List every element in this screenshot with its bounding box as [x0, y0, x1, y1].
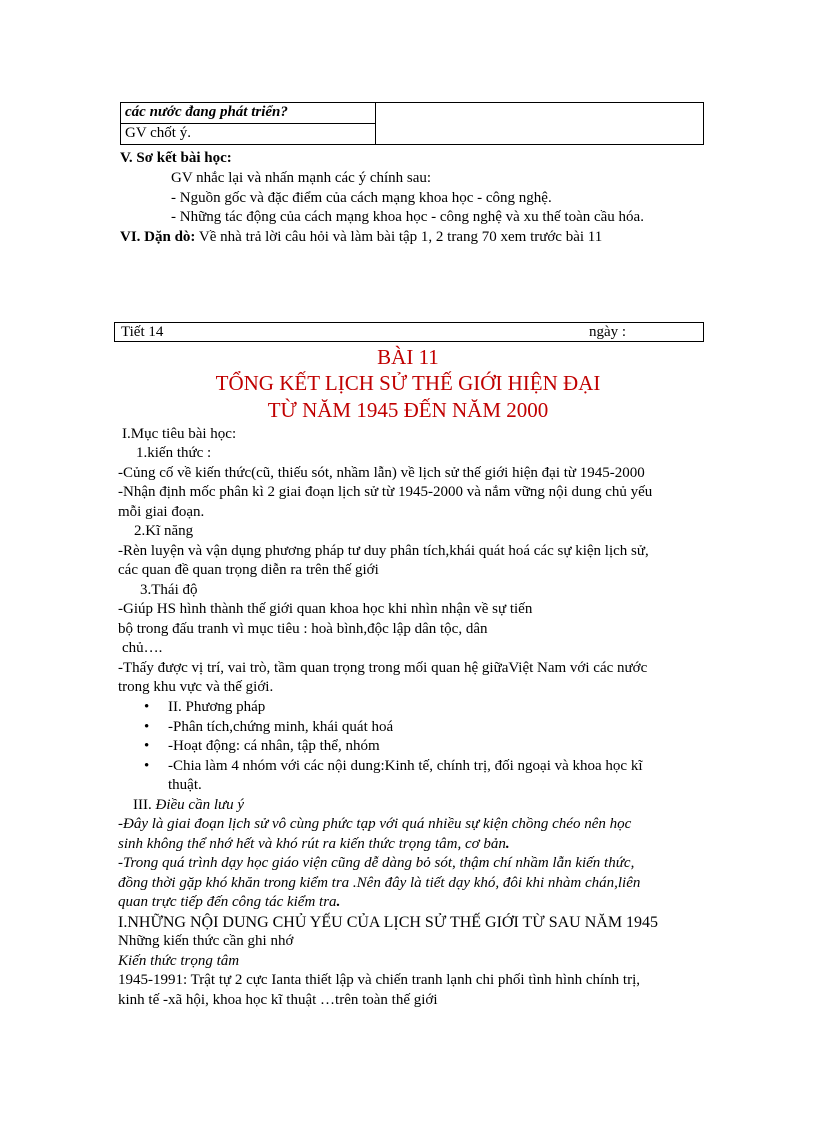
section-vi-heading: VI. Dặn dò:	[120, 229, 196, 245]
section-iii-number: III.	[133, 797, 156, 813]
note-line	[118, 893, 340, 912]
body-line: Kiến thức trọng tâm	[118, 953, 240, 969]
section-v-line: - Những tác động của cách mạng khoa học - công nghệ và xu thế toàn cầu hóa.	[171, 209, 644, 225]
body-line: trong khu vực và thế giới.	[118, 679, 274, 695]
body-line: -Giúp HS hình thành thế giới quan khoa học khi nhìn nhận về sự tiến	[118, 601, 533, 617]
body-line: -Củng cố về kiến thức(cũ, thiếu sót, nhầm lẫn) về lịch sử thế giới hiện đại từ 1945-2000	[118, 465, 645, 481]
lesson-title-1: BÀI 11	[377, 345, 439, 369]
list-item: -Chia làm 4 nhóm với các nội dung:Kinh tế, chính trị, đối ngoại và khoa học kĩ	[168, 758, 643, 774]
body-line: 1945-1991: Trật tự 2 cực Ianta thiết lập và chiến tranh lạnh chi phối tình hình chính trị,	[118, 972, 640, 988]
list-item-cont: thuật.	[168, 777, 202, 793]
list-item: II. Phương pháp	[168, 699, 266, 715]
body-line: các quan đề quan trọng diễn ra trên thế giới	[118, 562, 379, 578]
lesson-number: Tiết 14	[121, 324, 164, 340]
body-line: -Rèn luyện và vận dụng phương pháp tư duy phân tích,khái quát hoá các sự kiện lịch sử,	[118, 543, 649, 559]
table-row	[121, 103, 704, 124]
main-section-heading: I.NHỮNG NỘI DUNG CHỦ YẾU CỦA LỊCH SỬ THẾ GIỚI TỪ SAU NĂM 1945	[118, 914, 659, 931]
note-line: -Đây là giai đoạn lịch sử vô cùng phức tạp với quá nhiều sự kiện chồng chéo nên học	[118, 816, 632, 832]
note-line	[118, 835, 510, 854]
body-line: 3.Thái độ	[140, 582, 198, 598]
bullet-icon: •	[144, 758, 150, 774]
lesson-title-2: TỔNG KẾT LỊCH SỬ THẾ GIỚI HIỆN ĐẠI	[215, 371, 601, 395]
bullet-icon: •	[144, 699, 150, 715]
list-item: -Hoạt động: cá nhân, tập thể, nhóm	[168, 738, 380, 754]
section-v-heading: V. Sơ kết bài học:	[120, 150, 232, 166]
list-item: -Phân tích,chứng minh, khái quát hoá	[168, 719, 394, 735]
section-vi	[120, 228, 602, 247]
bullet-icon: •	[144, 738, 150, 754]
section-iii-heading	[133, 796, 244, 815]
conclusion-text: GV chốt ý.	[125, 125, 191, 141]
body-line: Những kiến thức cần ghi nhớ	[118, 933, 294, 949]
lesson-title-3: TỪ NĂM 1945 ĐẾN NĂM 2000	[267, 398, 549, 422]
table-cell-empty	[376, 103, 704, 145]
section-iii-title: Điều cần lưu ý	[155, 797, 245, 813]
lesson-header-box	[114, 322, 704, 342]
body-line: mỗi giai đoạn.	[118, 504, 205, 520]
table-cell	[121, 103, 376, 124]
section-v-line: GV nhắc lại và nhấn mạnh các ý chính sau:	[171, 170, 432, 186]
note-text: quan trực tiếp đến công tác kiểm tra	[118, 894, 337, 910]
top-table	[120, 102, 704, 145]
bullet-icon: •	[144, 719, 150, 735]
body-line: bộ trong đấu tranh vì mục tiêu : hoà bình,độc lập dân tộc, dân	[118, 621, 488, 637]
question-text: các nước đang phát triển?	[125, 104, 288, 120]
body-line: -Nhận định mốc phân kì 2 giai đoạn lịch sử từ 1945-2000 và nắm vững nội dung chủ yếu	[118, 484, 653, 500]
section-vi-text: Về nhà trả lời câu hỏi và làm bài tập 1, 2 trang 70 xem trước bài 11	[195, 229, 603, 245]
body-line: kinh tế -xã hội, khoa học kĩ thuật …trên toàn thế giới	[118, 992, 438, 1008]
body-line: -Thấy được vị trí, vai trò, tầm quan trọng trong mối quan hệ giữaViệt Nam với các nước	[118, 660, 648, 676]
note-line: đồng thời gặp khó khăn trong kiểm tra .Nên đây là tiết dạy khó, đôi khi nhàm chán,liên	[118, 875, 641, 891]
section-v-line: - Nguồn gốc và đặc điểm của cách mạng khoa học - công nghệ.	[171, 190, 552, 206]
body-line: 2.Kĩ năng	[134, 523, 194, 539]
body-line: I.Mục tiêu bài học:	[122, 426, 237, 442]
note-period: .	[336, 894, 341, 910]
body-line: chủ….	[122, 640, 163, 656]
lesson-date: ngày :	[589, 324, 627, 340]
note-line: -Trong quá trình dạy học giáo viện cũng dễ dàng bỏ sót, thậm chí nhầm lẫn kiến thức,	[118, 855, 635, 871]
note-text: sinh không thể nhớ hết và khó rút ra kiến thức trọng tâm, cơ bản	[118, 836, 506, 852]
table-cell	[121, 124, 376, 145]
body-line: 1.kiến thức :	[136, 445, 212, 461]
note-period: .	[505, 836, 510, 852]
